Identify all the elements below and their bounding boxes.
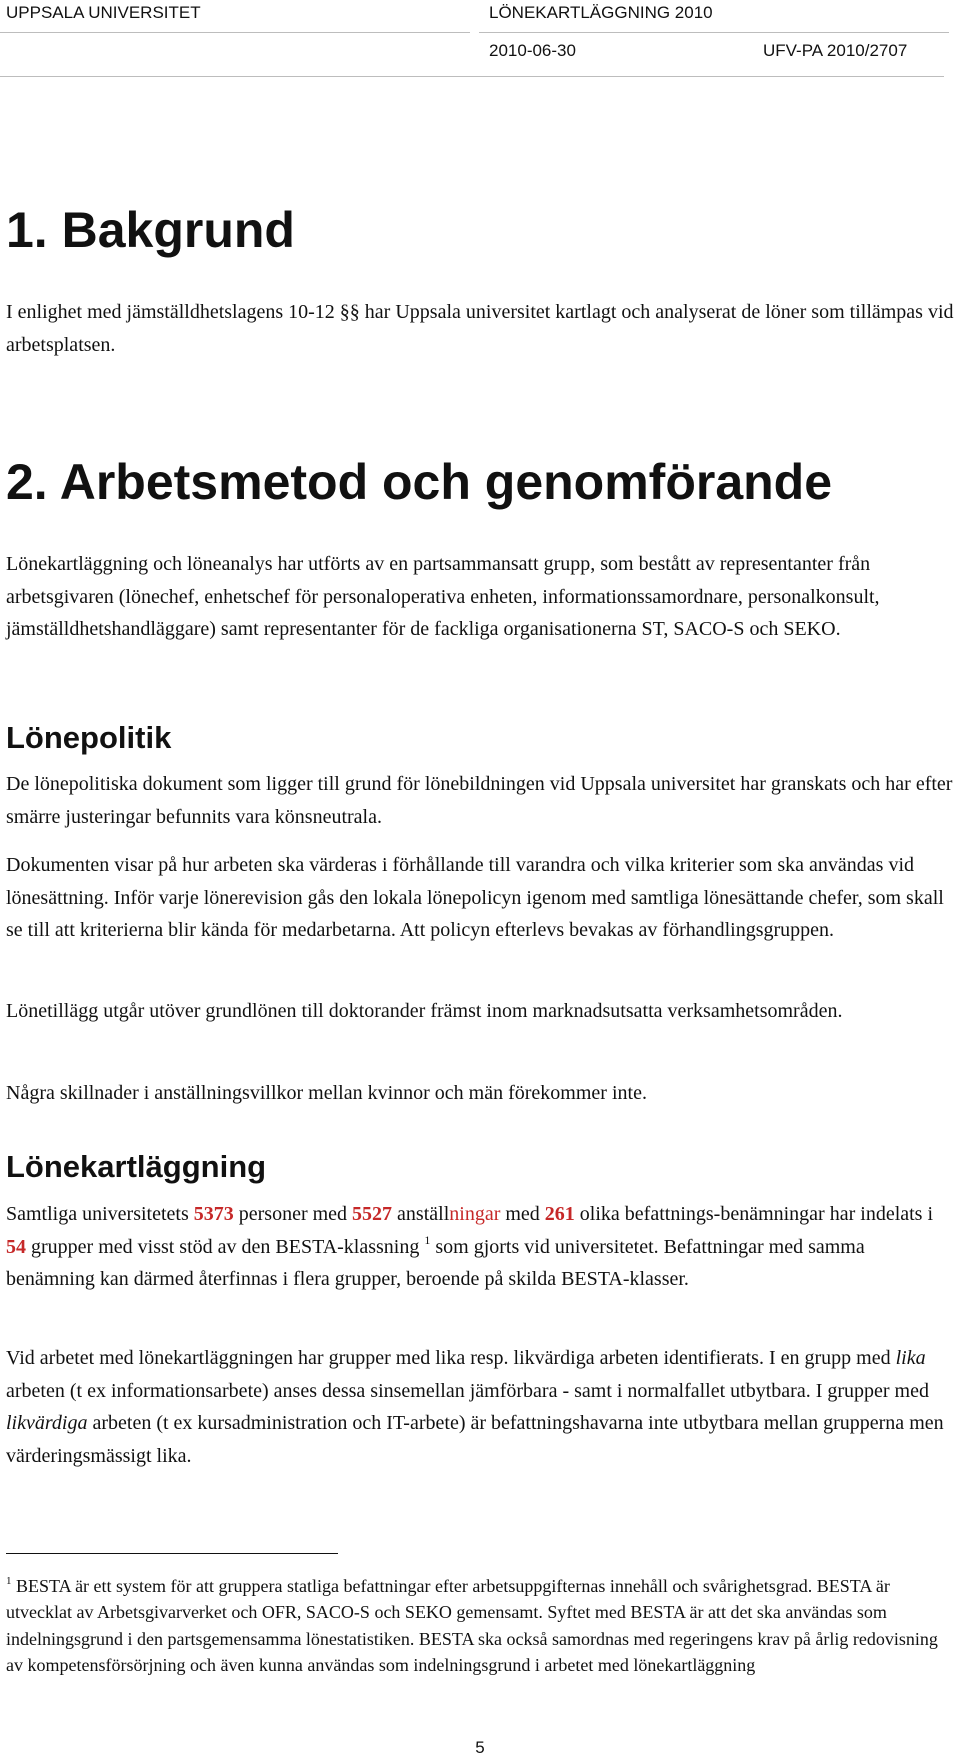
paragraph-bakgrund: I enlighet med jämställdhetslagens 10-12 §§ har Uppsala universitet kartlagt och analyserat de löner som tillämpas vid arbetsplatsen. [6,301,954,356]
highlight-employments: 5527 [352,1203,393,1225]
header-date: 2010-06-30 [489,41,576,60]
text-run: som gjorts vid universitetet. Befattningar med samma benämning kan därmed återfinnas i flera grupper, beroende på skilda BESTA-klasser. [6,1235,865,1290]
header-divider [0,32,470,33]
emphasis-likvardiga: likvärdiga [6,1412,88,1434]
highlight-persons: 5373 [193,1203,234,1225]
page-header [0,0,960,30]
header-divider [479,32,949,33]
text-run: arbeten (t ex kursadministration och IT-arbete) är befattningshavarna inte utbytbara mellan grupperna men värderingsmässigt lika. [6,1412,944,1467]
header-divider [0,76,944,77]
paragraph-lonepolitik-1: De lönepolitiska dokument som ligger till grund för lönebildningen vid Uppsala universitet har granskats och har efter smärre justeringar befunnits vara könsneutrala. [6,773,953,828]
emphasis-lika: lika [895,1347,926,1369]
text-run: grupper med visst stöd av den BESTA-klassning [26,1235,425,1258]
subheading-lonepolitik: Lönepolitik [6,720,172,755]
highlight-suffix: ningar [449,1203,501,1225]
header-institution: UPPSALA UNIVERSITET [6,3,201,22]
subheading-lonekartlaggning: Lönekartläggning [6,1149,267,1184]
text-run: anställ [392,1203,450,1225]
footnote-reference[interactable]: 1 [424,1232,431,1247]
footnote-divider [6,1553,338,1554]
footnote-text: BESTA är ett system för att gruppera statliga befattningar efter arbetsuppgifternas innehåll och svårighetsgrad. BESTA är utvecklat av Arbetsgivarverket och OFR, SACO-S och SEKO gemensamt. Syftet med BESTA är att det ska användas som indelningsgrund i den partsgemensamma lönestatistiken. BESTA ska också samordnas med regeringens krav på årlig redovisning av kompetensförsörjning och även kunna användas som indelningsgrund i arbetet med lönekartläggning [6,1576,938,1676]
paragraph-lonekartlaggning-2 [6,1342,958,1472]
page-number: 5 [475,1738,485,1757]
text-run: med [500,1203,545,1225]
text-run: personer med [233,1203,353,1225]
footnote-marker: 1 [6,1575,12,1587]
text-run: arbeten (t ex informationsarbete) anses dessa sinsemellan jämförbara - samt i normalfallet utbytbara. I grupper med [6,1379,929,1402]
paragraph-arbetsmetod: Lönekartläggning och löneanalys har utförts av en partsammansatt grupp, som bestått av representanter från arbetsgivaren (lönechef, enhetschef för personaloperativa enheten, informationssamordnare, personalkonsult, jämställdhetshandläggare) samt representanter för de fackliga organisationerna ST, SACO-S och SEKO. [6,553,880,640]
highlight-titles: 261 [544,1203,575,1225]
highlight-groups: 54 [6,1235,26,1258]
section-heading-arbetsmetod: 2. Arbetsmetod och genomförande [6,454,833,510]
paragraph-lonepolitik-4: Några skillnader i anställningsvillkor mellan kvinnor och män förekommer inte. [6,1082,647,1104]
text-run: Samtliga universitetets [6,1203,194,1225]
text-run: Vid arbetet med lönekartläggningen har grupper med lika resp. likvärdiga arbeten identifierats. I en grupp med [6,1347,896,1369]
section-heading-bakgrund: 1. Bakgrund [6,202,295,258]
header-reference: UFV-PA 2010/2707 [763,41,908,60]
text-run: olika befattnings-benämningar har indelats i [574,1203,934,1225]
footnote [6,1573,958,1679]
paragraph-lonekartlaggning-1 [6,1198,958,1296]
header-report-title: LÖNEKARTLÄGGNING 2010 [489,3,713,22]
paragraph-lonepolitik-3: Lönetillägg utgår utöver grundlönen till doktorander främst inom marknadsutsatta verksamhetsområden. [6,1000,843,1022]
page-header-meta [0,38,960,68]
paragraph-lonepolitik-2: Dokumenten visar på hur arbeten ska värderas i förhållande till varandra och vilka kriterier som ska användas vid lönesättning. Inför varje lönerevision gås den lokala lönepolicyn igenom med samtliga lönesättande chefer, som skall se till att kriterierna blir kända för medarbetarna. Att policyn efterlevs bevakas av förhandlingsgruppen. [6,854,944,941]
